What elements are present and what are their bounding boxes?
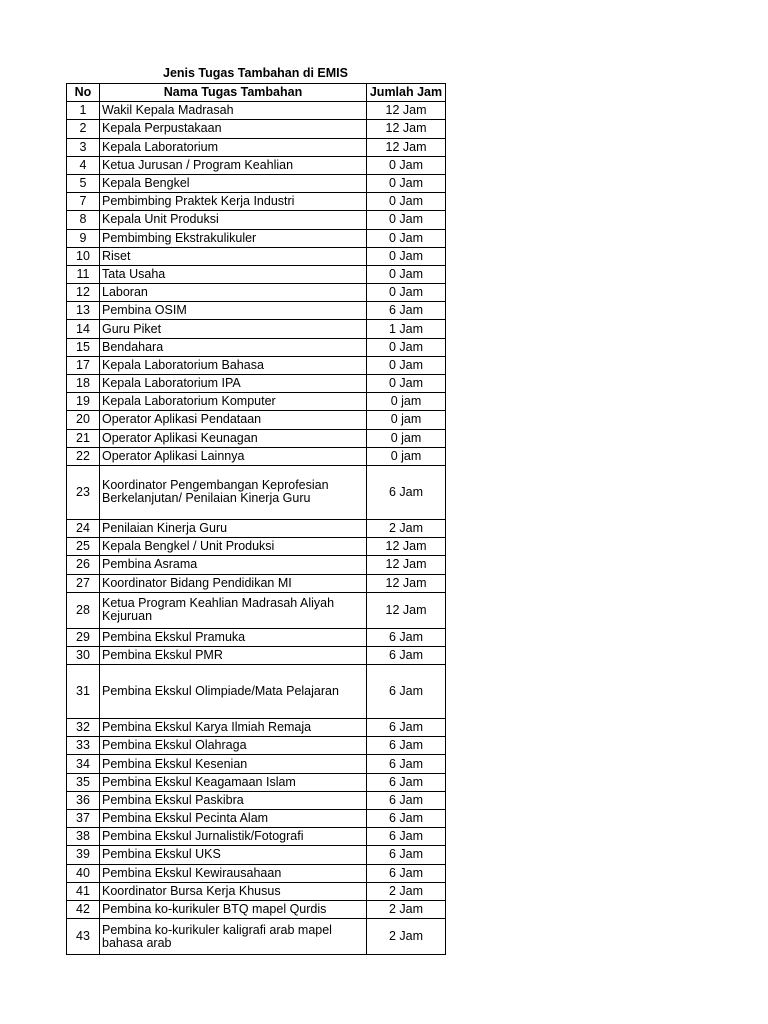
task-hours: 0 Jam [367, 229, 446, 247]
table-row [67, 375, 446, 393]
task-name: Pembina Ekskul Pramuka [100, 628, 367, 646]
task-name: Pembina Ekskul Keagamaan Islam [100, 773, 367, 791]
task-hours: 6 Jam [367, 665, 446, 719]
table-row [67, 828, 446, 846]
task-hours: 0 Jam [367, 284, 446, 302]
task-name: Kepala Laboratorium Bahasa [100, 356, 367, 374]
table-row [67, 665, 446, 719]
task-name: Pembina Ekskul Olahraga [100, 737, 367, 755]
row-number: 41 [67, 882, 100, 900]
table-row [67, 791, 446, 809]
row-number: 9 [67, 229, 100, 247]
task-hours: 12 Jam [367, 120, 446, 138]
row-number: 1 [67, 102, 100, 120]
row-number: 15 [67, 338, 100, 356]
table-row [67, 846, 446, 864]
table-row [67, 592, 446, 628]
task-name: Pembina Ekskul Kewirausahaan [100, 864, 367, 882]
table-row [67, 919, 446, 955]
task-name: Tata Usaha [100, 265, 367, 283]
task-hours: 6 Jam [367, 628, 446, 646]
task-hours: 6 Jam [367, 737, 446, 755]
row-number: 23 [67, 465, 100, 519]
table-row [67, 411, 446, 429]
task-hours: 0 jam [367, 429, 446, 447]
column-header-hours: Jumlah Jam [367, 84, 446, 102]
task-name: Laboran [100, 284, 367, 302]
table-row [67, 356, 446, 374]
table-row [67, 773, 446, 791]
task-name: Pembimbing Ekstrakulikuler [100, 229, 367, 247]
task-hours: 6 Jam [367, 302, 446, 320]
task-name: Kepala Laboratorium IPA [100, 375, 367, 393]
row-number: 14 [67, 320, 100, 338]
task-hours: 0 Jam [367, 193, 446, 211]
table-row [67, 755, 446, 773]
task-hours: 6 Jam [367, 791, 446, 809]
task-name: Wakil Kepala Madrasah [100, 102, 367, 120]
row-number: 36 [67, 791, 100, 809]
row-number: 2 [67, 120, 100, 138]
table-row [67, 229, 446, 247]
task-name: Pembimbing Praktek Kerja Industri [100, 193, 367, 211]
task-name: Pembina Ekskul Olimpiade/Mata Pelajaran [100, 665, 367, 719]
task-hours: 0 Jam [367, 338, 446, 356]
task-name: Kepala Bengkel / Unit Produksi [100, 538, 367, 556]
table-row [67, 211, 446, 229]
task-hours: 12 Jam [367, 556, 446, 574]
table-row [67, 102, 446, 120]
task-name: Pembina OSIM [100, 302, 367, 320]
column-header-no: No [67, 84, 100, 102]
table-row [67, 864, 446, 882]
task-name: Pembina Asrama [100, 556, 367, 574]
task-name: Operator Aplikasi Pendataan [100, 411, 367, 429]
table-row [67, 810, 446, 828]
task-name: Pembina Ekskul Pecinta Alam [100, 810, 367, 828]
table-row [67, 447, 446, 465]
task-name: Koordinator Bidang Pendidikan MI [100, 574, 367, 592]
row-number: 4 [67, 156, 100, 174]
task-name: Bendahara [100, 338, 367, 356]
row-number: 25 [67, 538, 100, 556]
task-hours: 0 jam [367, 447, 446, 465]
task-hours: 0 Jam [367, 356, 446, 374]
row-number: 32 [67, 719, 100, 737]
table-row [67, 284, 446, 302]
table-row [67, 574, 446, 592]
page-title: Jenis Tugas Tambahan di EMIS [163, 66, 348, 80]
task-hours: 0 Jam [367, 265, 446, 283]
table-row [67, 393, 446, 411]
task-hours: 6 Jam [367, 846, 446, 864]
tasks-table [66, 83, 446, 955]
task-hours: 12 Jam [367, 538, 446, 556]
task-name: Riset [100, 247, 367, 265]
row-number: 26 [67, 556, 100, 574]
table-row [67, 338, 446, 356]
task-name: Kepala Bengkel [100, 174, 367, 192]
task-name: Pembina Ekskul Jurnalistik/Fotografi [100, 828, 367, 846]
row-number: 8 [67, 211, 100, 229]
task-hours: 6 Jam [367, 864, 446, 882]
task-name: Ketua Jurusan / Program Keahlian [100, 156, 367, 174]
task-hours: 1 Jam [367, 320, 446, 338]
row-number: 30 [67, 646, 100, 664]
row-number: 11 [67, 265, 100, 283]
row-number: 27 [67, 574, 100, 592]
row-number: 43 [67, 919, 100, 955]
task-name: Koordinator Pengembangan Keprofesian Berkelanjutan/ Penilaian Kinerja Guru [100, 465, 367, 519]
row-number: 17 [67, 356, 100, 374]
table-row [67, 719, 446, 737]
table-row [67, 646, 446, 664]
task-hours: 0 jam [367, 411, 446, 429]
table-row [67, 265, 446, 283]
task-hours: 0 jam [367, 393, 446, 411]
row-number: 42 [67, 900, 100, 918]
row-number: 7 [67, 193, 100, 211]
row-number: 24 [67, 519, 100, 537]
table-row [67, 156, 446, 174]
task-name: Pembina Ekskul Karya Ilmiah Remaja [100, 719, 367, 737]
table-row [67, 538, 446, 556]
task-name: Kepala Laboratorium [100, 138, 367, 156]
task-hours: 6 Jam [367, 755, 446, 773]
task-name: Kepala Perpustakaan [100, 120, 367, 138]
table-row [67, 320, 446, 338]
task-hours: 0 Jam [367, 375, 446, 393]
table-row [67, 247, 446, 265]
row-number: 10 [67, 247, 100, 265]
task-hours: 12 Jam [367, 138, 446, 156]
task-hours: 6 Jam [367, 773, 446, 791]
row-number: 19 [67, 393, 100, 411]
row-number: 22 [67, 447, 100, 465]
task-hours: 6 Jam [367, 465, 446, 519]
row-number: 38 [67, 828, 100, 846]
task-name: Guru Piket [100, 320, 367, 338]
task-hours: 12 Jam [367, 592, 446, 628]
row-number: 33 [67, 737, 100, 755]
task-hours: 6 Jam [367, 828, 446, 846]
table-row [67, 519, 446, 537]
task-name: Penilaian Kinerja Guru [100, 519, 367, 537]
row-number: 29 [67, 628, 100, 646]
task-hours: 6 Jam [367, 646, 446, 664]
task-hours: 0 Jam [367, 174, 446, 192]
row-number: 3 [67, 138, 100, 156]
task-hours: 2 Jam [367, 900, 446, 918]
row-number: 18 [67, 375, 100, 393]
table-row [67, 737, 446, 755]
row-number: 31 [67, 665, 100, 719]
table-row [67, 900, 446, 918]
task-hours: 0 Jam [367, 247, 446, 265]
task-hours: 2 Jam [367, 882, 446, 900]
task-hours: 2 Jam [367, 519, 446, 537]
row-number: 37 [67, 810, 100, 828]
row-number: 39 [67, 846, 100, 864]
row-number: 34 [67, 755, 100, 773]
task-hours: 0 Jam [367, 156, 446, 174]
table-row [67, 628, 446, 646]
table-row [67, 302, 446, 320]
task-name: Pembina Ekskul PMR [100, 646, 367, 664]
task-name: Operator Aplikasi Lainnya [100, 447, 367, 465]
table-row [67, 120, 446, 138]
task-name: Pembina Ekskul Paskibra [100, 791, 367, 809]
row-number: 40 [67, 864, 100, 882]
task-name: Ketua Program Keahlian Madrasah Aliyah Kejuruan [100, 592, 367, 628]
task-hours: 12 Jam [367, 102, 446, 120]
task-name: Pembina ko-kurikuler kaligrafi arab mapel bahasa arab [100, 919, 367, 955]
column-header-name: Nama Tugas Tambahan [100, 84, 367, 102]
table-row [67, 882, 446, 900]
task-name: Pembina ko-kurikuler BTQ mapel Qurdis [100, 900, 367, 918]
row-number: 12 [67, 284, 100, 302]
row-number: 13 [67, 302, 100, 320]
row-number: 5 [67, 174, 100, 192]
task-hours: 12 Jam [367, 574, 446, 592]
task-hours: 0 Jam [367, 211, 446, 229]
task-name: Pembina Ekskul UKS [100, 846, 367, 864]
task-hours: 2 Jam [367, 919, 446, 955]
table-row [67, 193, 446, 211]
task-name: Kepala Laboratorium Komputer [100, 393, 367, 411]
task-name: Koordinator Bursa Kerja Khusus [100, 882, 367, 900]
row-number: 35 [67, 773, 100, 791]
task-hours: 6 Jam [367, 719, 446, 737]
task-name: Operator Aplikasi Keunagan [100, 429, 367, 447]
table-row [67, 465, 446, 519]
task-name: Pembina Ekskul Kesenian [100, 755, 367, 773]
table-row [67, 174, 446, 192]
table-body [67, 102, 446, 955]
row-number: 28 [67, 592, 100, 628]
row-number: 21 [67, 429, 100, 447]
table-row [67, 429, 446, 447]
row-number: 20 [67, 411, 100, 429]
task-hours: 6 Jam [367, 810, 446, 828]
table-row [67, 138, 446, 156]
task-name: Kepala Unit Produksi [100, 211, 367, 229]
table-header-row [67, 84, 446, 102]
table-row [67, 556, 446, 574]
